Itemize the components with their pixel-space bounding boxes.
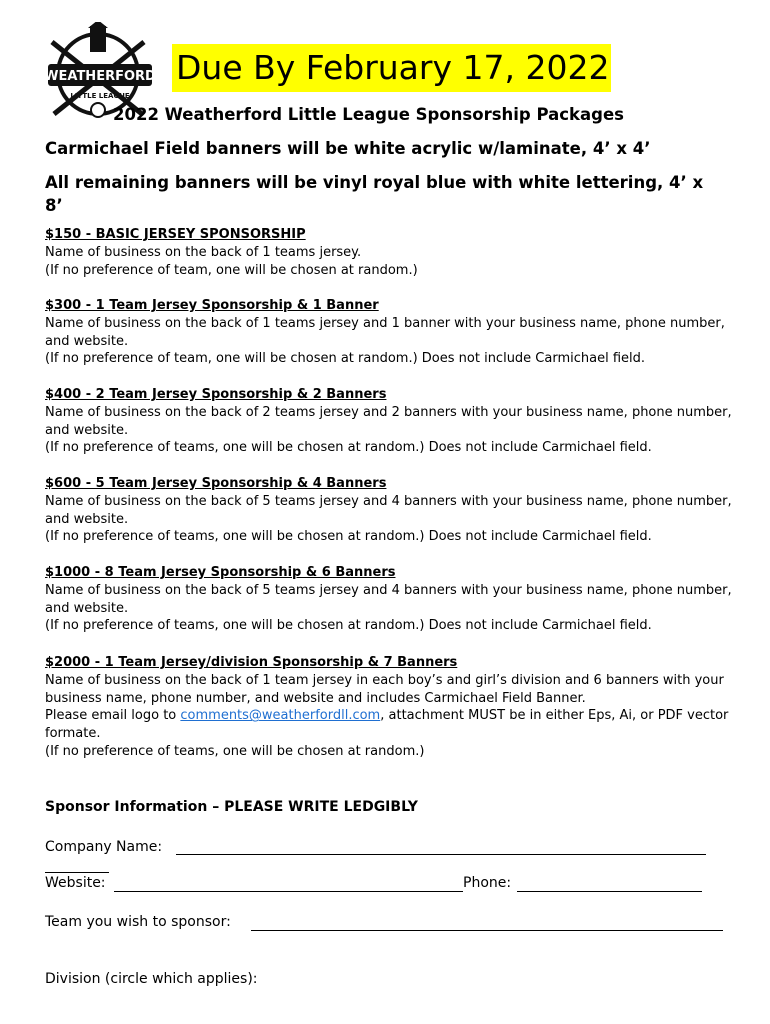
note-carmichael: Carmichael Field banners will be white acrylic w/laminate, 4’ x 4’ xyxy=(45,139,651,158)
package-600 xyxy=(45,475,735,546)
package-note: (If no preference of teams, one will be chosen at random.) Does not include Carmichael field. xyxy=(45,440,652,456)
email-link[interactable]: comments@weatherfordll.com xyxy=(180,708,381,724)
package-heading: $2000 - 1 Team Jersey/division Sponsorship & 7 Banners xyxy=(45,655,458,670)
sponsor-info-heading: Sponsor Information – PLEASE WRITE LEDGIBLY xyxy=(45,799,418,815)
package-heading: $150 - BASIC JERSEY SPONSORSHIP xyxy=(45,227,306,242)
package-heading: $400 - 2 Team Jersey Sponsorship & 2 Banners xyxy=(45,387,387,402)
team-label: Team you wish to sponsor: xyxy=(45,914,231,930)
package-note: (If no preference of team, one will be chosen at random.) Does not include Carmichael field. xyxy=(45,351,646,367)
package-description: Name of business on the back of 1 teams jersey and 1 banner with your business name, phone number, and website. xyxy=(45,315,725,349)
package-description: Name of business on the back of 5 teams jersey and 4 banners with your business name, phone number, and website. xyxy=(45,582,732,616)
website-label: Website: xyxy=(45,875,106,891)
phone-field[interactable] xyxy=(517,891,702,892)
email-prefix: Please email logo to xyxy=(45,708,181,724)
logo-text-bottom: LITTLE LEAGUE xyxy=(70,92,130,100)
package-email-line xyxy=(45,707,735,743)
website-field[interactable] xyxy=(114,891,463,892)
logo-text-top: WEATHERFORD xyxy=(44,69,156,84)
package-description: Name of business on the back of 2 teams jersey and 2 banners with your business name, phone number, and website. xyxy=(45,404,732,438)
package-note: (If no preference of teams, one will be chosen at random.) xyxy=(45,743,425,759)
due-date-banner: Due By February 17, 2022 xyxy=(172,44,611,92)
company-name-label: Company Name: xyxy=(45,839,163,855)
package-note: (If no preference of teams, one will be chosen at random.) Does not include Carmichael field. xyxy=(45,618,652,634)
package-heading: $300 - 1 Team Jersey Sponsorship & 1 Banner xyxy=(45,298,379,313)
package-description: Name of business on the back of 1 team jersey in each boy’s and girl’s division and 6 banners with your business name, phone number, and website and includes Carmichael Field Banner. xyxy=(45,672,724,706)
package-150 xyxy=(45,226,735,279)
division-label: Division (circle which applies): xyxy=(45,971,258,987)
package-note: (If no preference of team, one will be chosen at random.) xyxy=(45,262,418,278)
page-title: 2022 Weatherford Little League Sponsorship Packages xyxy=(113,105,624,124)
package-note: (If no preference of teams, one will be chosen at random.) Does not include Carmichael field. xyxy=(45,529,652,545)
package-description: Name of business on the back of 1 teams jersey. xyxy=(45,244,362,260)
email-suffix: , attachment MUST be in either Eps, Ai, or PDF vector formate. xyxy=(45,708,729,742)
note-remaining-banners: All remaining banners will be vinyl royal blue with white lettering, 4’ x 8’ xyxy=(45,173,704,215)
package-1000 xyxy=(45,564,735,635)
team-field[interactable] xyxy=(251,930,723,931)
company-name-field[interactable] xyxy=(176,854,706,855)
package-2000 xyxy=(45,654,735,761)
phone-label: Phone: xyxy=(463,875,512,891)
package-heading: $600 - 5 Team Jersey Sponsorship & 4 Banners xyxy=(45,476,387,491)
package-400 xyxy=(45,386,735,457)
package-heading: $1000 - 8 Team Jersey Sponsorship & 6 Banners xyxy=(45,565,396,580)
company-name-field-continued[interactable] xyxy=(45,872,109,873)
package-description: Name of business on the back of 5 teams jersey and 4 banners with your business name, phone number, and website. xyxy=(45,493,732,527)
package-300 xyxy=(45,297,735,368)
